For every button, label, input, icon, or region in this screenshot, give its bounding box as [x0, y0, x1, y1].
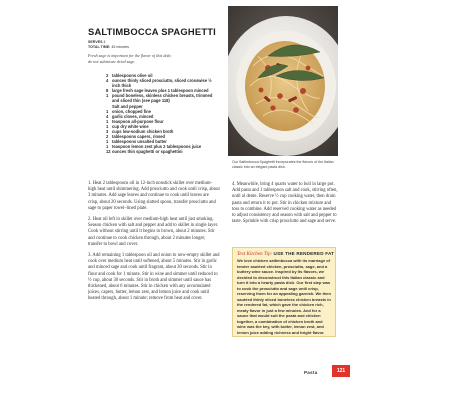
- ingredient-qty: 1: [106, 108, 109, 114]
- tip-title: USE THE RENDERED FAT: [273, 251, 335, 256]
- test-kitchen-tip-box: [232, 247, 336, 337]
- steps-left-column: [88, 181, 220, 308]
- step-3: 3. Add remaining 1 tablespoon oil and onion to now-empty skillet and cook over medium heat until softened, about 5 minutes. Stir in garlic and minced sage and cook until fragrant, about 30 seconds. Stir in flour and cook for 1 minute. Stir in wine and simmer until reduced to ½ cup, about 30 seconds. Stir in broth and simmer until sauce has thickened, about 6 minutes. Stir in chicken with any accumulated juices, capers, butter, lemon zest, and lemon juice and cook until heated through, about 1 minute; remove from heat and cover.: [88, 253, 220, 302]
- step-4: 4. Meanwhile, bring 4 quarts water to boil in large pot. Add pasta and 1 tablespoon salt and cook, stirring often, until al dente. Reserve ½ cup cooking water, then drain pasta and return it to pot. Stir in chicken mixture and toss to combine. Add reserved cooking water as needed to adjust consistency and season with salt and pepper to taste. Sprinkle with crisp prosciutto and sage and serve.: [232, 182, 338, 225]
- ingredient-qty: 12: [106, 149, 111, 155]
- ingredient-text: onion, chopped fine: [112, 108, 151, 114]
- recipe-header: [88, 26, 220, 65]
- ingredient-qty: 1: [106, 144, 109, 150]
- time-line: [88, 45, 220, 50]
- ingredient-text: teaspoon all-purpose flour: [112, 118, 164, 124]
- ingredient-item: [106, 93, 216, 103]
- steps-right-column: [232, 182, 338, 230]
- ingredient-qty: 1: [106, 139, 109, 145]
- ingredient-qty: 1: [106, 118, 109, 124]
- ingredient-text: cups low-sodium chicken broth: [112, 129, 174, 135]
- ingredient-text: pound boneless, skinless chicken breasts, trimmed and sliced thin (see page 118): [112, 93, 213, 104]
- recipe-title: SALTIMBOCCA SPAGHETTI: [88, 26, 216, 37]
- serves-label: SERVES: [88, 40, 103, 44]
- serves-value: 4: [103, 40, 106, 44]
- ingredient-qty: 1: [106, 93, 109, 99]
- ingredient-text: cup dry white wine: [112, 123, 149, 129]
- ingredient-text: garlic cloves, minced: [112, 113, 154, 119]
- ingredient-qty: 4: [106, 78, 109, 84]
- page-number: 121: [336, 368, 346, 374]
- photo-caption: Our Saltimbocca Spaghetti incorporates the flavors of the Italian classic into an elegant pasta dish.: [232, 160, 334, 169]
- recipe-intro: Fresh sage is important for the flavor of this dish; do not substitute dried sage.: [88, 53, 172, 64]
- tip-heading: [237, 251, 335, 257]
- step-1: 1. Heat 2 tablespoons oil in 12-inch nonstick skillet over medium-high heat until shimmering. Add prosciutto and cook until crisp, about 3 minutes. Add sage leaves and continue to cook until leaves are crisp, about 20 seconds. Using slotted spoon, transfer prosciutto and sage to paper towel–lined plate.: [88, 181, 220, 211]
- ingredient-qty: 3: [106, 129, 109, 135]
- time-label: TOTAL TIME:: [88, 45, 111, 50]
- ingredient-item: [106, 78, 216, 88]
- ingredient-qty: 2: [106, 134, 109, 140]
- ingredient-qty: 1: [106, 123, 109, 129]
- ingredient-text: Salt and pepper: [112, 103, 143, 109]
- dish-photo: [228, 6, 338, 156]
- ingredient-item: [106, 149, 216, 154]
- spaghetti-plate-image: [228, 6, 338, 156]
- time-value: 45 minutes: [111, 45, 129, 50]
- tip-body: We love chicken saltimbocca with its marriage of tender sautéed chicken, prosciutto, sage, and a buttery wine sauce. Inspired by its flavors, we decided to deconstruct this Italian classic and turn it into a hearty pasta dish. Our first step was to cook the prosciutto and sage until crisp, reserving them for an appealing garnish. We then sautéed thinly sliced boneless chicken breasts in the rendered fat, which gave the chicken rich, meaty flavor in just a few minutes. And for a sauce that would suit the pasta and chicken together, a combination of chicken broth and wine was the key, with butter, lemon zest, and lemon juice adding richness and bright flavor.: [237, 258, 331, 335]
- step-2: 2. Heat oil left in skillet over medium-high heat until just smoking. Season chicken with salt and pepper and add to skillet in single layer. Cook without stirring until it begins to brown, about 2 minutes. Stir and continue to cook chicken through, about 2 minutes longer; transfer to bowl and cover.: [88, 217, 219, 247]
- ingredient-qty: 2: [106, 73, 109, 78]
- ingredient-text: tablespoons olive oil: [112, 73, 153, 78]
- section-label: Pasta: [304, 370, 318, 375]
- ingredient-qty: 8: [106, 88, 109, 94]
- ingredient-text: teaspoon lemon zest plus 2 tablespoons juice: [112, 144, 202, 150]
- tip-brand: Test Kitchen Tip:: [237, 251, 273, 257]
- ingredient-qty: 4: [106, 113, 109, 119]
- ingredient-text: tablespoons unsalted butter: [112, 139, 167, 145]
- ingredient-text: ounces thin spaghetti or spaghettini: [112, 149, 183, 155]
- ingredient-text: tablespoons capers, rinsed: [112, 134, 166, 140]
- ingredient-text: large fresh sage leaves plus 1 tablespoon minced: [112, 88, 209, 94]
- ingredient-text: ounces thinly sliced prosciutto, sliced crosswise ½ inch thick: [112, 78, 212, 89]
- ingredient-list: [106, 73, 216, 155]
